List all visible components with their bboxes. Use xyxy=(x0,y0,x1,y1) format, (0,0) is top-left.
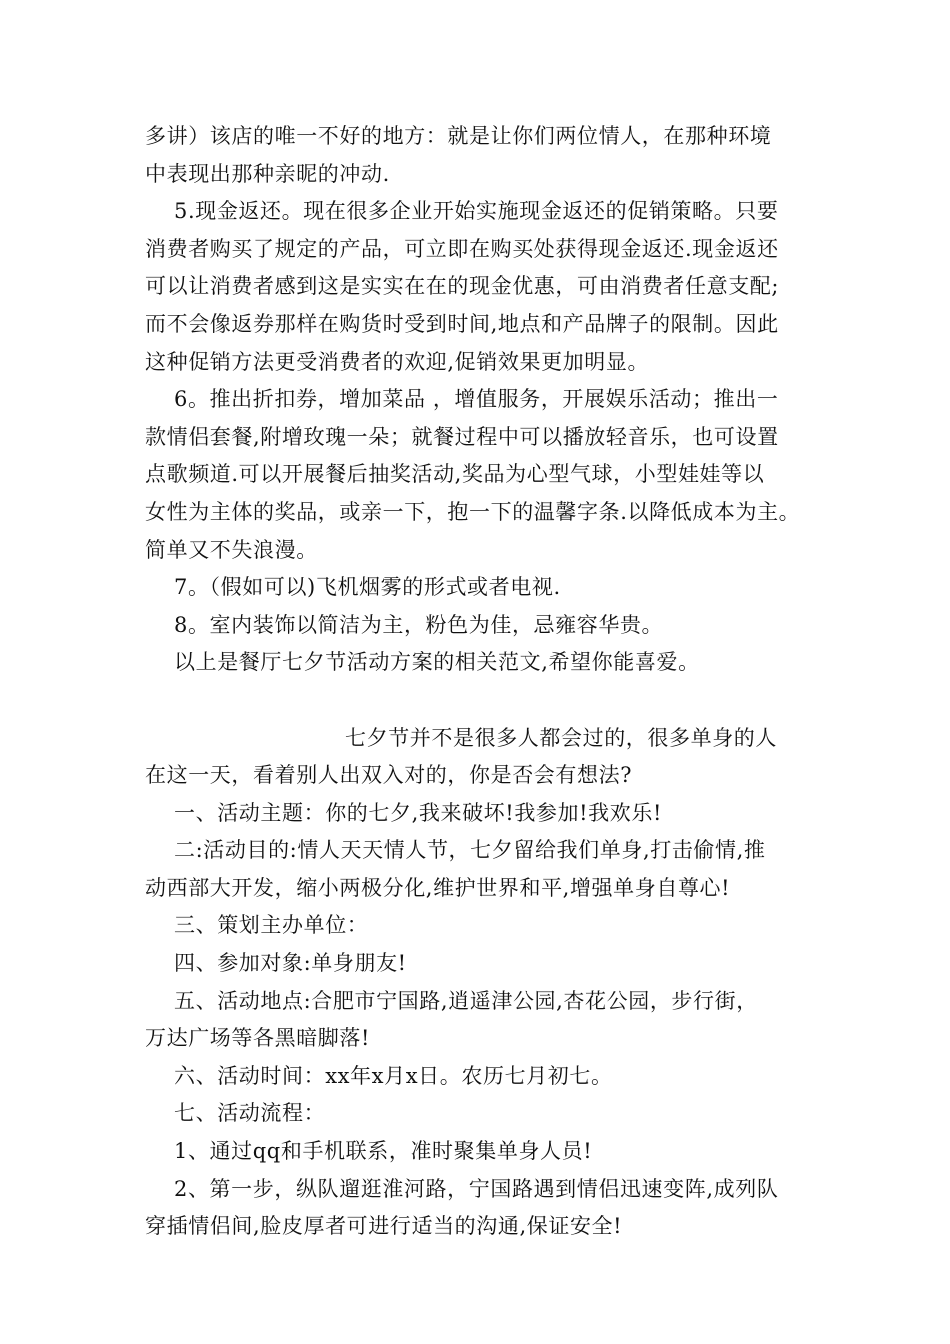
text-line: 中表现出那种亲昵的冲动. xyxy=(145,161,390,186)
text-line: 5.现金返还。现在很多企业开始实施现金返还的促销策略。只要 xyxy=(174,199,779,224)
text-line: 五、活动地点:合肥市宁国路,逍遥津公园,杏花公园，步行街， xyxy=(174,988,758,1013)
text-line: 多讲）该店的唯一不好的地方：就是让你们两位情人，在那种环境 xyxy=(145,124,772,148)
text-line: 这种促销方法更受消费者的欢迎,促销效果更加明显。 xyxy=(145,349,650,374)
text-line: 6。推出折扣券，增加菜品 ，增值服务，开展娱乐活动；推出一 xyxy=(174,387,779,412)
text-line: 7。（假如可以)飞机烟雾的形式或者电视. xyxy=(174,575,561,600)
text-line: 四、参加对象:单身朋友! xyxy=(174,951,407,976)
text-line: 1、通过qq和手机联系，准时聚集单身人员! xyxy=(174,1139,593,1164)
text-line: 万达广场等各黑暗脚落! xyxy=(145,1026,371,1051)
text-line: 三、策划主办单位： xyxy=(174,913,369,938)
text-line: 以上是餐厅七夕节活动方案的相关范文,希望你能喜爱。 xyxy=(174,650,700,675)
text-line: 七、活动流程： xyxy=(174,1101,326,1126)
text-line: 2、第一步，纵队遛逛淮河路，宁国路遇到情侣迅速变阵,成列队 xyxy=(174,1176,779,1201)
text-line: 女性为主体的奖品，或亲一下，抱一下的温馨字条.以降低成本为主。 xyxy=(145,499,801,524)
text-line: 六、活动时间：xx年x月x日。农历七月初七。 xyxy=(174,1063,613,1088)
text-line: 七夕节并不是很多人都会过的，很多单身的人 xyxy=(345,725,777,750)
text-line: 简单又不失浪漫。 xyxy=(145,537,318,562)
text-line: 动西部大开发，缩小两极分化,维护世界和平,增强单身自尊心! xyxy=(145,875,731,900)
text-line: 消费者购买了规定的产品，可立即在购买处获得现金返还.现金返还 xyxy=(145,236,779,261)
text-line: 而不会像返券那样在购货时受到时间,地点和产品牌子的限制。因此 xyxy=(145,311,779,336)
text-line: 款情侣套餐,附增玫瑰一朵；就餐过程中可以播放轻音乐，也可设置 xyxy=(145,424,779,449)
text-line: 在这一天，看着别人出双入对的，你是否会有想法? xyxy=(145,763,633,788)
text-line: 点歌频道.可以开展餐后抽奖活动,奖品为心型气球，小型娃娃等以 xyxy=(145,462,765,487)
text-line: 一、活动主题：你的七夕,我来破坏!我参加!我欢乐! xyxy=(174,800,662,825)
document-body xyxy=(145,118,825,1246)
text-line: 二:活动目的:情人天天情人节，七夕留给我们单身,打击偷情,推 xyxy=(174,838,766,863)
text-line: 可以让消费者感到这是实实在在的现金优惠，可由消费者任意支配; xyxy=(145,274,780,299)
text-line: 8。室内装饰以简洁为主，粉色为佳，忌雍容华贵。 xyxy=(174,612,664,637)
text-line: 穿插情侣间,脸皮厚者可进行适当的沟通,保证安全! xyxy=(145,1214,623,1239)
paragraph-gap xyxy=(145,682,825,720)
